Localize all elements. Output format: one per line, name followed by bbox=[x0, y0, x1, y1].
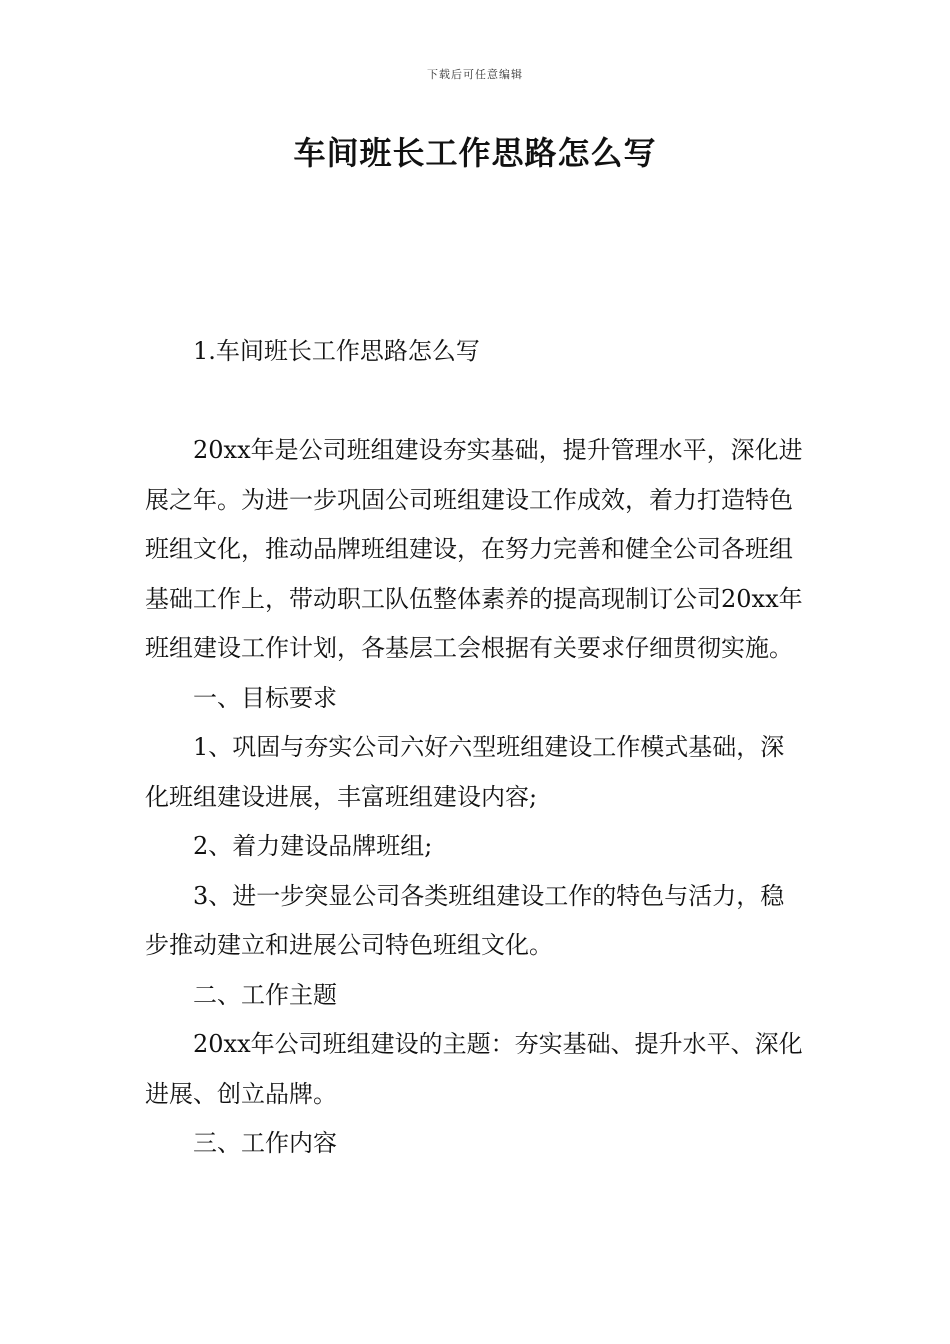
section-heading: 1.车间班长工作思路怎么写 bbox=[193, 337, 480, 365]
goal-item-3: 3、进一步突显公司各类班组建设工作的特色与活力，稳步推动建立和进展公司特色班组文化。 bbox=[145, 881, 785, 959]
document-title: 车间班长工作思路怎么写 bbox=[293, 134, 657, 172]
goal-item-2: 2、着力建设品牌班组; bbox=[193, 832, 433, 860]
paragraph-theme: 20xx年公司班组建设的主题：夯实基础、提升水平、深化进展、创立品牌。 bbox=[145, 1030, 803, 1108]
paragraph-intro: 20xx年是公司班组建设夯实基础，提升管理水平，深化进展之年。为进一步巩固公司班组建设工作成效，着力打造特色班组文化，推动品牌班组建设，在努力完善和健全公司各班组基础工作上，带动职工队伍整体素养的提高现制订公司20xx年班组建设工作计划，各基层工会根据有关要求仔细贯彻实施。 bbox=[145, 436, 803, 662]
header-note: 下载后可任意编辑 bbox=[427, 68, 523, 81]
goal-item-1: 1、巩固与夯实公司六好六型班组建设工作模式基础，深化班组建设进展，丰富班组建设内容; bbox=[145, 733, 785, 811]
heading-theme: 二、工作主题 bbox=[193, 980, 337, 1009]
heading-content: 三、工作内容 bbox=[193, 1129, 337, 1157]
document-body bbox=[145, 327, 807, 1169]
heading-goals: 一、目标要求 bbox=[193, 683, 337, 712]
